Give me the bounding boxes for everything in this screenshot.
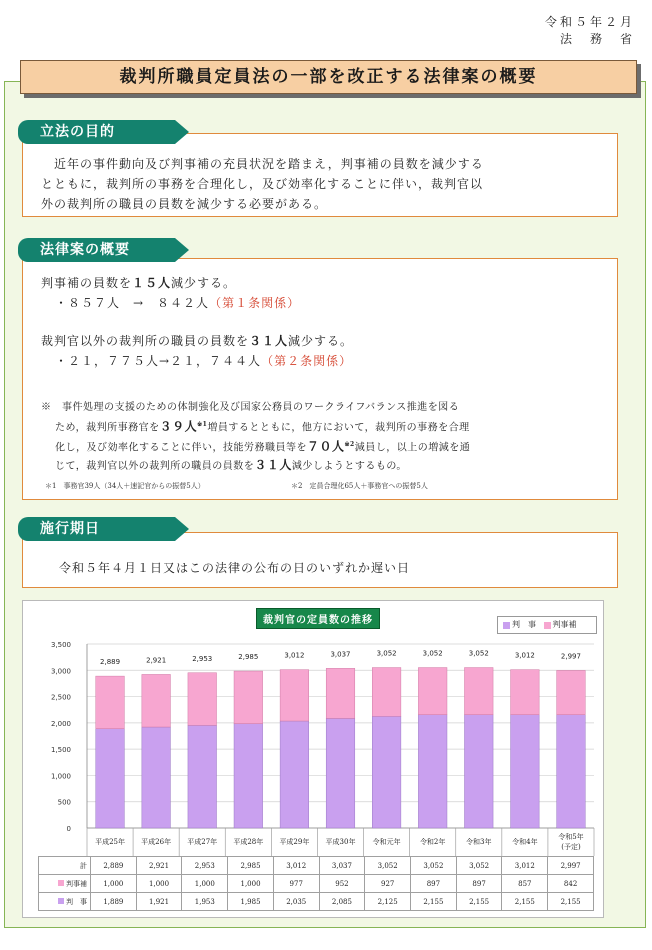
table-cell: 3,052	[365, 857, 411, 875]
purpose-line: とともに，裁判所の事務を合理化し，及び効率化することに伴い，裁判官以	[41, 177, 484, 191]
table-cell: 927	[365, 875, 411, 893]
table-cell: 1,889	[91, 893, 137, 911]
table-cell: 3,012	[502, 857, 548, 875]
x-tick-label: 平成26年	[141, 838, 172, 846]
bar-judge	[464, 715, 493, 828]
chart-title: 裁判官の定員数の推移	[256, 608, 380, 629]
y-tick-label: 1,500	[50, 746, 71, 755]
outline-heading: 法律案の概要	[18, 238, 175, 262]
y-tick-label: 2,500	[50, 693, 71, 702]
table-cell: 2,125	[365, 893, 411, 911]
article-1-ref: （第１条関係）	[209, 296, 301, 310]
effective-heading: 施行期日	[18, 517, 175, 541]
table-cell: 977	[273, 875, 319, 893]
table-cell: 2,085	[319, 893, 365, 911]
purpose-line: 外の裁判所の職員の員数を減少する必要がある。	[41, 197, 328, 211]
outline-item-2: 裁判官以外の裁判所の職員の員数を３１人減少する。 ・２１，７７５人→２１，７４４人（第２条関係）	[41, 334, 354, 368]
table-cell: 2,921	[136, 857, 182, 875]
bar-judge	[188, 725, 217, 828]
purpose-heading: 立法の目的	[18, 120, 175, 144]
x-tick-label: 平成29年	[279, 838, 310, 846]
x-tick-label: 令和3年	[466, 838, 492, 846]
x-tick-label: 令和4年	[512, 838, 538, 846]
table-cell: 1,953	[182, 893, 228, 911]
bar-assistant	[188, 673, 217, 726]
x-tick-label: 平成25年	[95, 838, 126, 846]
bar-judge	[96, 729, 125, 828]
table-cell: 897	[411, 875, 457, 893]
legend-assistant: 判事補	[552, 620, 577, 629]
table-cell: 2,155	[411, 893, 457, 911]
table-cell: 3,012	[273, 857, 319, 875]
ministry-name: 法 務 省	[559, 32, 635, 46]
article-2-ref: （第２条関係）	[261, 354, 353, 368]
total-label: 3,012	[514, 651, 535, 660]
bar-assistant	[372, 668, 401, 717]
table-cell: 857	[502, 875, 548, 893]
bar-judge	[234, 724, 263, 828]
table-cell: 1,985	[228, 893, 274, 911]
table-cell: 2,997	[548, 857, 594, 875]
bar-assistant	[142, 674, 171, 727]
table-cell: 3,052	[411, 857, 457, 875]
page-title: 裁判所職員定員法の一部を改正する法律案の概要	[20, 60, 637, 94]
y-tick-label: 2,000	[50, 719, 71, 728]
effective-text: 令和５年４月１日又はこの法律の公布の日のいずれか遅い日	[59, 561, 411, 575]
row-label: 計	[39, 857, 91, 875]
x-tick-label: 令和5年	[558, 833, 584, 841]
table-cell: 2,155	[456, 893, 502, 911]
table-cell: 2,035	[273, 893, 319, 911]
outline-note: ※ 事件処理の支援のための体制強化及び国家公務員のワークライフバランス推進を図る ため，裁判所事務官を３９人$^{※1}$増員するとともに，他方において，裁判所の事務を合理 化し，及び効率化することに伴い，技能労務職員等を７０人$^{※2}$減員し，以上の増減を通 じて，裁判官以外の裁判所の職員の員数を３１人減少しようとするもの。	[41, 402, 471, 472]
bar-assistant	[418, 668, 447, 715]
x-tick-label: 平成28年	[233, 838, 264, 846]
table-cell: 1,000	[182, 875, 228, 893]
outline-item-1: 判事補の員数を１５人減少する。 ・８５７人 → ８４２人（第１条関係）	[41, 276, 301, 310]
table-cell: 2,889	[91, 857, 137, 875]
total-label: 3,012	[284, 651, 305, 660]
total-label: 2,889	[100, 658, 121, 667]
bar-judge	[372, 716, 401, 828]
table-row	[39, 857, 594, 875]
total-label: 2,997	[560, 652, 581, 661]
bar-assistant	[464, 668, 493, 715]
footnote-1: ＊1 事務官39人（34人＋速記官からの振替5人）	[45, 482, 205, 490]
assistant-decrease: １５人	[132, 276, 172, 290]
total-label: 3,052	[468, 649, 489, 658]
y-tick-label: 0	[66, 825, 71, 833]
x-tick-label: 平成27年	[187, 838, 218, 846]
bar-judge	[557, 715, 586, 828]
legend-judge: 判 事	[512, 620, 536, 629]
table-cell: 2,953	[182, 857, 228, 875]
purpose-line: 近年の事件動向及び判事補の充員状況を踏まえ，判事補の員数を減少する	[41, 157, 484, 171]
bar-judge	[511, 715, 540, 828]
x-tick-label: 令和2年	[419, 838, 446, 846]
table-row	[39, 893, 594, 911]
bar-assistant	[234, 671, 263, 724]
row-label: 判 事	[39, 893, 91, 911]
bar-judge	[280, 721, 309, 828]
x-tick-label: 平成30年	[325, 838, 356, 846]
total-label: 3,037	[330, 650, 351, 659]
table-cell: 1,000	[136, 875, 182, 893]
y-tick-label: 3,000	[50, 667, 71, 676]
bar-assistant	[326, 668, 355, 718]
total-label: 2,921	[146, 656, 167, 665]
y-tick-label: 500	[57, 798, 71, 807]
total-label: 3,052	[422, 649, 443, 658]
bar-assistant	[511, 670, 540, 715]
footnote-2: ＊2 定員合理化65人＋事務官への振替5人	[291, 482, 428, 490]
table-cell: 1,000	[228, 875, 274, 893]
table-cell: 897	[456, 875, 502, 893]
row-swatch	[58, 898, 64, 904]
table-cell: 3,037	[319, 857, 365, 875]
table-cell: 952	[319, 875, 365, 893]
chart-data-table	[38, 856, 594, 911]
document-date: 令和５年２月	[544, 15, 635, 29]
row-label: 判事補	[39, 875, 91, 893]
x-tick-label: (予定)	[561, 843, 581, 851]
bar-judge	[418, 715, 447, 828]
table-cell: 2,155	[548, 893, 594, 911]
bar-assistant	[280, 670, 309, 721]
x-tick-label: 令和元年	[372, 838, 401, 846]
table-cell: 3,052	[456, 857, 502, 875]
table-cell: 1,000	[91, 875, 137, 893]
bar-judge	[326, 718, 355, 828]
y-tick-label: 3,500	[50, 641, 71, 649]
bar-assistant	[557, 670, 586, 714]
total-label: 2,953	[192, 654, 213, 663]
total-label: 3,052	[376, 649, 397, 658]
bar-assistant	[96, 676, 125, 729]
bar-judge	[142, 727, 171, 828]
y-tick-label: 1,000	[50, 772, 71, 781]
total-label: 2,985	[238, 653, 259, 662]
table-cell: 2,155	[502, 893, 548, 911]
staff-decrease: ３１人	[249, 334, 289, 348]
row-swatch	[58, 880, 64, 886]
table-cell: 2,985	[228, 857, 274, 875]
table-cell: 842	[548, 875, 594, 893]
table-cell: 1,921	[136, 893, 182, 911]
table-row	[39, 875, 594, 893]
